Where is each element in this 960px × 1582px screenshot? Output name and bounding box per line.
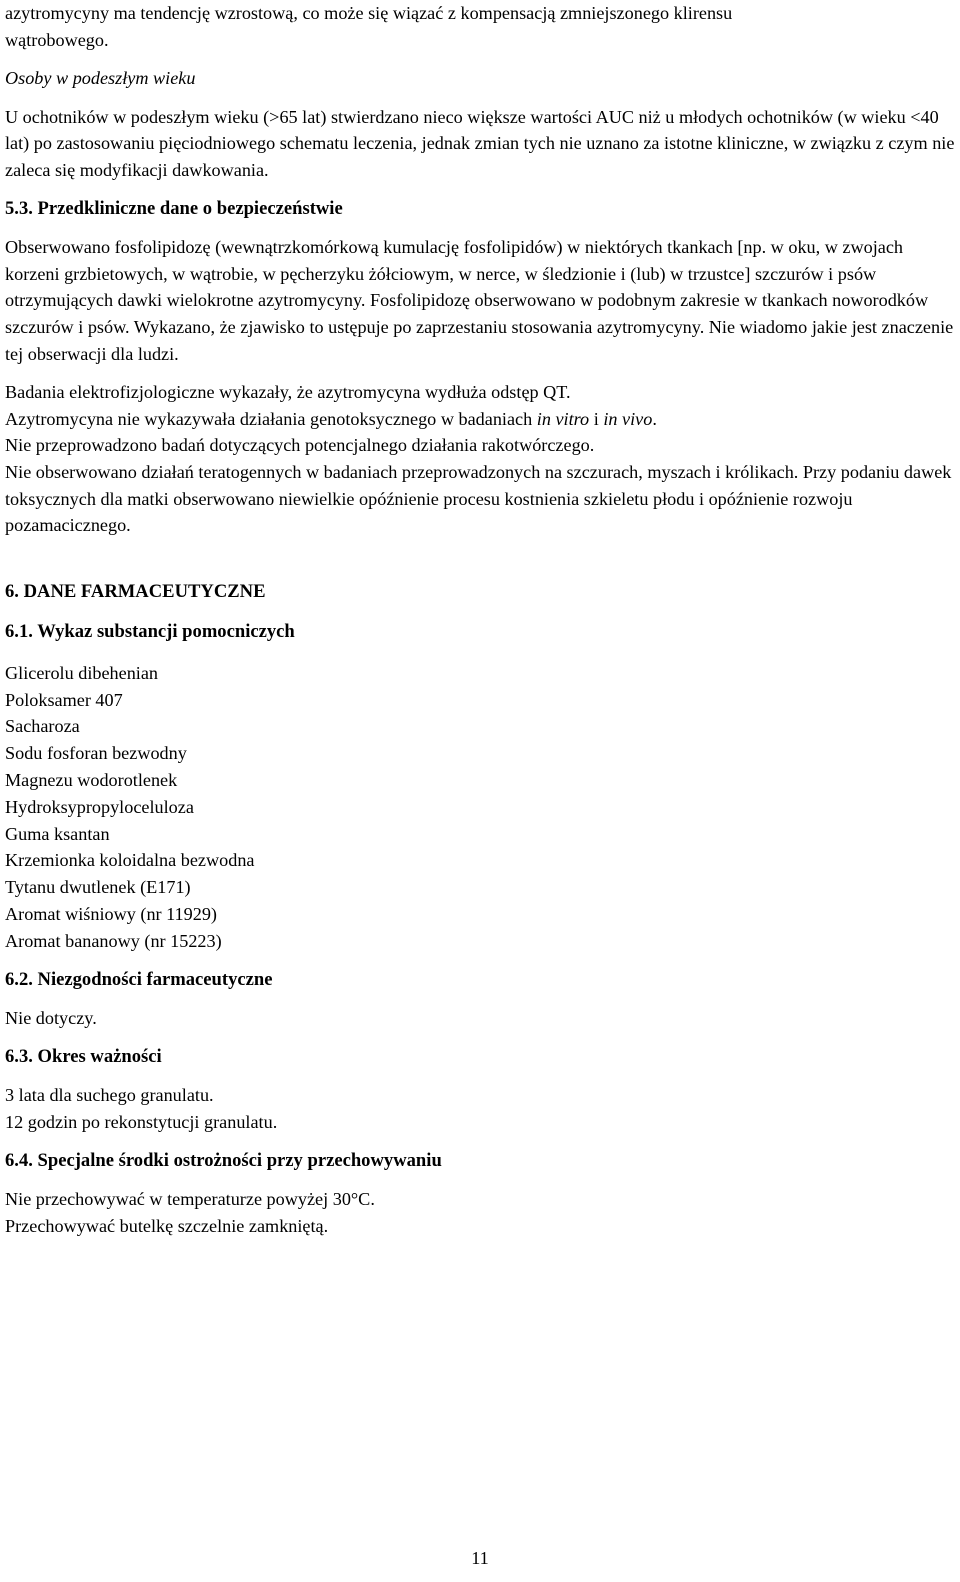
genotox-text: Azytromycyna nie wykazywała działania genotoksycznego w badaniach (5, 408, 537, 429)
page-number: 11 (471, 1548, 489, 1568)
section-5-3-teratogen-paragraph: Nie obserwowano działań teratogennych w badaniach przeprowadzonych na szczurach, myszach i królikach. Przy podaniu dawek toksycznych dla matki obserwowano niewielkie opóźnienie procesu kostnienia szkieletu płodu i opóźnienie rozwoju pozamacicznego. (5, 461, 952, 536)
list-item: Sodu fosforan bezwodny (5, 743, 187, 764)
list-item: Guma ksantan (5, 823, 110, 844)
section-5-3-genotox-line (5, 406, 955, 433)
section-6-3-heading: 6.3. Okres ważności (5, 1045, 162, 1067)
in-vivo-term: in vivo (603, 408, 653, 429)
excipients-list (5, 660, 955, 955)
genotox-end: . (652, 408, 657, 429)
list-item: Hydroksypropyloceluloza (5, 796, 194, 817)
in-vitro-term: in vitro (536, 408, 590, 429)
list-item: Aromat wiśniowy (nr 11929) (5, 904, 217, 925)
document-page (5, 0, 955, 1239)
storage-line-2: Przechowywać butelkę szczelnie zamkniętą. (5, 1215, 329, 1236)
storage-line-1: Nie przechowywać w temperaturze powyżej 30°C. (5, 1189, 375, 1210)
list-item: Glicerolu dibehenian (5, 662, 159, 683)
section-6-4-heading: 6.4. Specjalne środki ostrożności przy przechowywaniu (5, 1149, 442, 1171)
section-6-heading: 6. DANE FARMACEUTYCZNE (5, 580, 266, 602)
section-5-3-heading: 5.3. Przedkliniczne dane o bezpieczeństwie (5, 197, 343, 219)
intro-line-2: wątrobowego. (5, 29, 109, 50)
shelf-life-line-1: 3 lata dla suchego granulatu. (5, 1085, 214, 1106)
list-item: Sacharoza (5, 716, 80, 737)
section-5-3-qt-line: Badania elektrofizjologiczne wykazały, że azytromycyna wydłuża odstęp QT. (5, 382, 571, 403)
section-5-3-paragraph-1: Obserwowano fosfolipidozę (wewnątrzkomórkową kumulację fosfolipidów) w niektórych tkankach [np. w oku, w zwojach korzeni grzbietowych, w wątrobie, w pęcherzyku żółciowym, w nerce, w śledzionie i (lub) w trzustce] szczurów i psów otrzymujących dawki wielokrotne azytromycyny. Fosfolipidozę obserwowano w podobnym zakresie w tkankach noworodków szczurów i psów. Wykazano, że zjawisko to ustępuje po zaprzestaniu stosowania azytromycyny. Nie wiadomo jakie jest znaczenie tej obserwacji dla ludzi. (5, 237, 954, 364)
list-item: Krzemionka koloidalna bezwodna (5, 850, 255, 871)
section-6-2-text: Nie dotyczy. (5, 1008, 97, 1029)
elderly-paragraph: U ochotników w podeszłym wieku (>65 lat) stwierdzano nieco większe wartości AUC niż u młodych ochotników (w wieku <40 lat) po zastosowaniu pięciodniowego schematu leczenia, jednak zmian tych nie uznano za istotne kliniczne, w związku z czym nie zaleca się modyfikacji dawkowania. (5, 106, 955, 180)
section-5-3-carcinogen-line: Nie przeprowadzono badań dotyczących potencjalnego działania rakotwórczego. (5, 435, 595, 456)
shelf-life-line-2: 12 godzin po rekonstytucji granulatu. (5, 1112, 278, 1133)
list-item: Aromat bananowy (nr 15223) (5, 930, 222, 951)
list-item: Poloksamer 407 (5, 689, 123, 710)
section-6-2-heading: 6.2. Niezgodności farmaceutyczne (5, 968, 273, 990)
intro-line-1: azytromycyny ma tendencję wzrostową, co może się wiązać z kompensacją zmniejszonego klirensu (5, 3, 733, 23)
list-item: Magnezu wodorotlenek (5, 770, 178, 791)
genotox-conj: i (589, 408, 604, 429)
list-item: Tytanu dwutlenek (E171) (5, 877, 191, 898)
elderly-heading: Osoby w podeszłym wieku (5, 68, 196, 89)
section-6-1-heading: 6.1. Wykaz substancji pomocniczych (5, 621, 295, 643)
